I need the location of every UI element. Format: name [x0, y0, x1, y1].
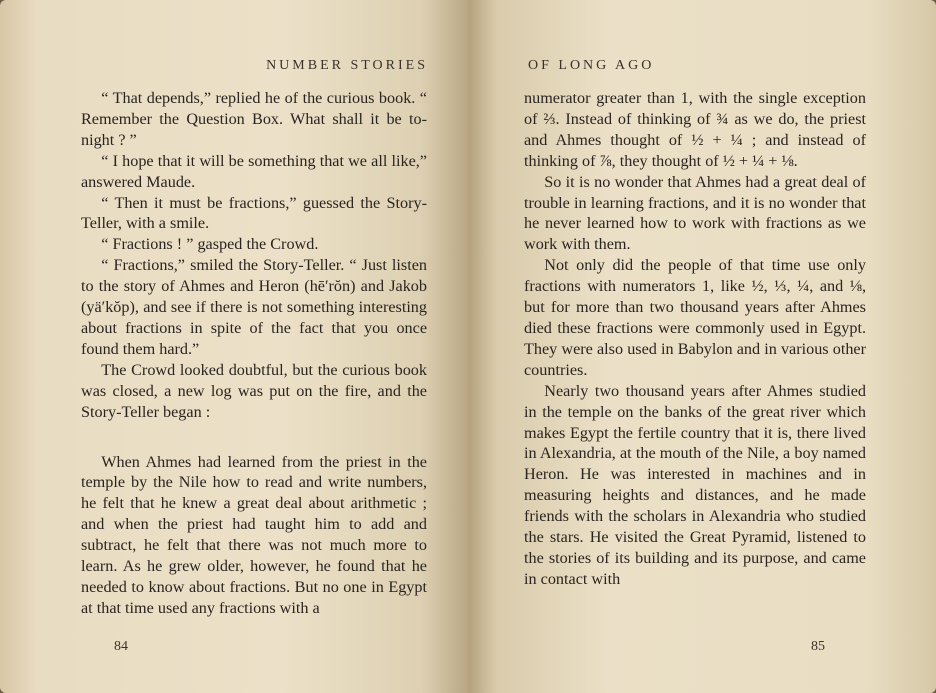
- paragraph: “ Then it must be fractions,” guessed the Story-Teller, with a smile.: [81, 193, 427, 233]
- paragraph: So it is no wonder that Ahmes had a great deal of trouble in learning fractions, and it is no wonder that he never learned how to work with fractions as we work with them.: [524, 172, 866, 254]
- running-header: OF LONG AGO: [528, 58, 655, 73]
- page-number: 84: [114, 639, 128, 654]
- paragraph: “ Fractions,” smiled the Story-Teller. “ Just listen to the story of Ahmes and Heron (hē′rŏn) and Jakob (yä′kŏp), and see if there is not something interesting about fractions in spite of the fact that you once found them hard.”: [81, 256, 427, 358]
- paragraph: Not only did the people of that time use only fractions with numerators 1, like ½, ⅓, ¼, and ⅛, but for more than two thousand years after Ahmes died these fractions were commonly used in Egypt. They were also used in Babylon and in various other countries.: [524, 256, 866, 379]
- right-page: [468, 0, 936, 693]
- paragraph: “ I hope that it will be something that we all like,” answered Maude.: [81, 151, 427, 191]
- paragraph: numerator greater than 1, with the single exception of ⅔. Instead of thinking of ¾ as we do, the priest and Ahmes thought of ½ + ¼ ; and instead of thinking of ⅞, they thought of ½ + ¼ + ⅛.: [524, 89, 866, 170]
- paragraph: “ Fractions ! ” gasped the Crowd.: [101, 235, 319, 254]
- body-text: [524, 88, 866, 590]
- running-header: NUMBER STORIES: [266, 58, 428, 73]
- paragraph: When Ahmes had learned from the priest in the temple by the Nile how to read and write numbers, he felt that he knew a great deal about arithmetic ; and when the priest had taught him to add and subtract, he felt that there was not much more to learn. As he grew older, however, he found that he needed to know about fractions. But no one in Egypt at that time used any fractions with a: [81, 452, 427, 617]
- page-number: 85: [811, 639, 825, 654]
- paragraph: Nearly two thousand years after Ahmes studied in the temple on the banks of the great river which makes Egypt the fertile country that it is, there lived in Alexandria, at the mouth of the Nile, a boy named Heron. He was interested in machines and in measuring heights and distances, and he made friends with the scholars in Alexandria who studied the stars. He visited the Great Pyramid, listened to the stories of its building and its purpose, and came in contact with: [524, 381, 866, 588]
- paragraph: “ That depends,” replied he of the curious book. “ Remember the Question Box. What shall it be to-night ? ”: [81, 89, 427, 149]
- body-text: [81, 88, 427, 619]
- paragraph: The Crowd looked doubtful, but the curious book was closed, a new log was put on the fire, and the Story-Teller began :: [81, 360, 427, 421]
